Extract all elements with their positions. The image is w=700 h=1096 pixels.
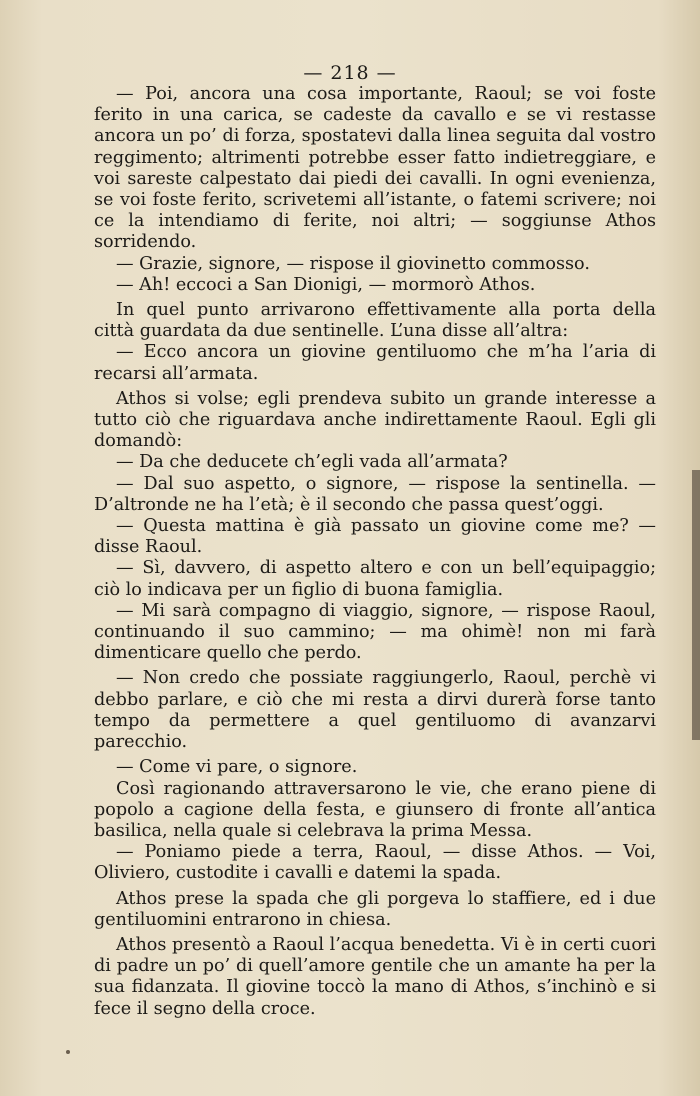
paragraph: In quel punto arrivarono effettivamente alla porta della città guardata da due sentinelle. L’una disse all’altra:	[94, 300, 656, 342]
paragraph: — Mi sarà compagno di viaggio, signore, — rispose Raoul, continuando il suo cammino; — ma ohimè! non mi farà dimenticare quello che perdo.	[94, 600, 656, 664]
paragraph: — Questa mattina è già passato un giovine come me? — disse Raoul.	[94, 516, 656, 558]
paragraph: — Sì, davvero, di aspetto altero e con un bell’equipaggio; ciò lo indicava per un figlio di buona famiglia.	[94, 558, 656, 600]
paragraph: — Da che deducete ch’egli vada all’armata?	[116, 452, 508, 473]
paragraph: — Poi, ancora una cosa importante, Raoul; se voi foste ferito in una carica, se cadeste da cavallo e se vi restasse ancora un po’ di forza, spostatevi dalla linea seguita dal vostro reggimento; altrimenti potrebbe esser fatto indietreggiare, e voi sareste calpestato dai piedi dei cavalli. In ogni evenienza, se voi foste ferito, scrivetemi all’istante, o fatemi scrivere; noi ce la intendiamo di ferite, noi altri; — soggiunse Athos sorridendo.	[94, 84, 656, 253]
paragraph: Così ragionando attraversarono le vie, che erano piene di popolo a cagione della festa, e giunsero di fronte all’antica basilica, nella quale si celebrava la prima Messa.	[94, 778, 656, 841]
paragraph: Athos si volse; egli prendeva subito un grande interesse a tutto ciò che riguardava anche indirettamente Raoul. Egli gli domandò:	[94, 388, 656, 452]
page-number: — 218 —	[303, 62, 397, 84]
paragraph: — Poniamo piede a terra, Raoul, — disse Athos. — Voi, Oliviero, custodite i cavalli e datemi la spada.	[94, 842, 656, 884]
paragraph: Athos presentò a Raoul l’acqua benedetta. Vi è in certi cuori di padre un po’ di quell’amore gentile che un amante ha per la sua fidanzata. Il giovine toccò la mano di Athos, s’inchinò e si fece il segno della croce.	[94, 934, 656, 1019]
page-edge-shadow	[692, 470, 700, 740]
paragraph: — Non credo che possiate raggiungerlo, Raoul, perchè vi debbo parlare, e ciò che mi resta a dirvi durerà forse tanto tempo da permettere a quel gentiluomo di avanzarvi parecchio.	[94, 668, 656, 753]
paragraph: — Come vi pare, o signore.	[116, 757, 358, 778]
body-text	[94, 84, 656, 1020]
ink-speck	[66, 1050, 70, 1054]
paragraph: — Dal suo aspetto, o signore, — rispose la sentinella. — D’altronde ne ha l’età; è il secondo che passa quest’oggi.	[94, 473, 656, 515]
paragraph: — Grazie, signore, — rispose il giovinetto commosso.	[116, 253, 590, 274]
paragraph: — Ah! eccoci a San Dionigi, — mormorò Athos.	[116, 274, 536, 295]
paragraph: — Ecco ancora un giovine gentiluomo che m’ha l’aria di recarsi all’armata.	[94, 342, 656, 384]
paragraph: Athos prese la spada che gli porgeva lo staffiere, ed i due gentiluomini entrarono in chiesa.	[94, 888, 656, 930]
